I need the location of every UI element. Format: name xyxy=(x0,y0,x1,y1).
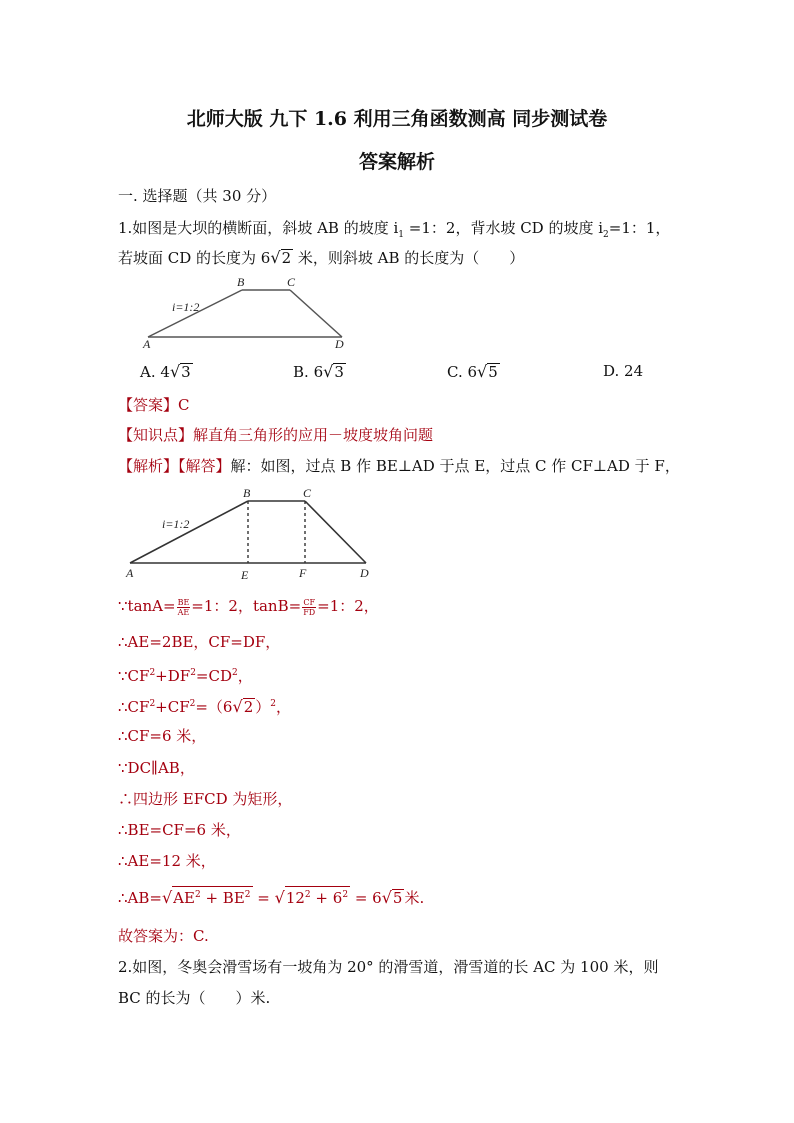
point-label-a: A xyxy=(143,337,151,350)
dam-cross-section-figure xyxy=(140,274,360,350)
analysis-line xyxy=(118,456,680,476)
q1-sub-1: 1 xyxy=(398,230,405,240)
step-3-text-d: ， xyxy=(237,667,253,685)
step-4-text-c: =（6 xyxy=(195,698,233,716)
fraction-be-ae xyxy=(177,598,191,617)
section-heading: 一. 选择题（共 30 分） xyxy=(118,187,277,205)
answer-line xyxy=(118,395,190,415)
option-b-radicand: 3 xyxy=(334,363,344,381)
point-label-b: B xyxy=(237,275,245,289)
exponent: 2 xyxy=(194,890,201,900)
question-2-line-2: BC 的长为（ ）米. xyxy=(118,989,271,1007)
point-label-c: C xyxy=(303,486,312,500)
option-a-letter: A. xyxy=(140,363,156,381)
sqrt-sign: √ xyxy=(270,248,281,267)
step-4-text-d: ） xyxy=(255,698,271,716)
option-b-coef: 6 xyxy=(313,363,324,381)
point-label-a: A xyxy=(126,566,134,580)
point-label-b: B xyxy=(243,486,251,500)
point-label-d: D xyxy=(360,566,369,580)
q1-radicand: 2 xyxy=(281,249,292,267)
step-3-text-c: =CD xyxy=(195,667,232,685)
q1-text-a: 1.如图是大坝的横断面，斜坡 AB 的坡度 i xyxy=(118,219,399,237)
analysis-label: 【解析】【解答】 xyxy=(118,457,231,475)
option-a-coef: 4 xyxy=(160,363,170,381)
question-1-line-2 xyxy=(118,248,524,268)
step-7: ∴四边形 EFCD 为矩形， xyxy=(118,790,293,808)
q1-text-b: =1：2，背水坡 CD 的坡度 i xyxy=(404,219,604,237)
knowledge-label: 【知识点】 xyxy=(118,426,194,444)
option-d xyxy=(603,362,643,380)
q1-text-c: =1：1， xyxy=(608,219,671,237)
slope-cd xyxy=(305,501,366,563)
step-4-text-e: ， xyxy=(275,698,291,716)
step-8: ∴BE=CF=6 米， xyxy=(118,821,241,839)
exponent: 2 xyxy=(342,890,349,900)
slope-ab xyxy=(130,501,248,563)
sqrt-sign: √ xyxy=(161,888,173,907)
q1-sub-2: 2 xyxy=(603,230,609,240)
fraction-numerator: BE xyxy=(177,597,190,607)
document-subtitle: 答案解析 xyxy=(358,151,435,173)
question-2-line-1: 2.如图，冬奥会滑雪场有一坡角为 20° 的滑雪道，滑雪道的长 AC 为 100 米，则 xyxy=(118,958,659,976)
step-10 xyxy=(118,886,424,908)
term: + BE xyxy=(200,889,245,907)
step-4-text-a: ∴CF xyxy=(118,698,150,716)
slope-label: i=1:2 xyxy=(172,300,200,314)
sqrt-sign: √ xyxy=(274,888,285,907)
step-1-text-c: =1：2， xyxy=(317,597,379,615)
step-4-text-b: +CF xyxy=(155,698,190,716)
sqrt-sign: √ xyxy=(169,362,181,381)
knowledge-line xyxy=(118,425,433,445)
point-label-c: C xyxy=(287,275,296,289)
question-1-line-1 xyxy=(118,218,670,245)
step-3-text-b: +DF xyxy=(155,667,191,685)
option-a-radicand: 3 xyxy=(181,363,191,381)
option-c-coef: 6 xyxy=(467,363,478,381)
solution-figure xyxy=(122,484,378,582)
radicand-5: 5 xyxy=(392,889,403,907)
step-9: ∴AE=12 米， xyxy=(118,852,216,870)
option-d-letter: D. xyxy=(603,362,620,380)
step-5: ∴CF=6 米， xyxy=(118,727,207,745)
step-4 xyxy=(118,694,291,717)
step-4-radicand: 2 xyxy=(243,698,254,716)
radicand-ae-be xyxy=(172,886,252,906)
option-b-letter: B. xyxy=(293,363,309,381)
sqrt-sign: √ xyxy=(477,362,488,381)
exponent: 2 xyxy=(232,668,238,678)
exponent: 2 xyxy=(149,668,156,678)
fraction-denominator: FD xyxy=(303,607,316,617)
point-label-e: E xyxy=(241,568,249,582)
step-6: ∵DC∥AB， xyxy=(118,759,195,777)
step-1-text-b: =1：2，tanB= xyxy=(191,597,302,615)
option-d-value: 24 xyxy=(624,362,644,380)
step-1 xyxy=(118,596,379,617)
option-a xyxy=(140,362,193,381)
sqrt-sign: √ xyxy=(323,362,334,381)
document-title: 北师大版 九下 1.6 利用三角函数测高 同步测试卷 xyxy=(186,108,608,130)
option-c-radicand: 5 xyxy=(488,363,498,381)
step-3-text-a: ∵CF xyxy=(118,667,150,685)
option-c-letter: C. xyxy=(447,363,463,381)
answer-value: C xyxy=(178,396,190,414)
option-b xyxy=(293,362,346,381)
slope-cd xyxy=(290,290,342,337)
fraction-denominator: AE xyxy=(177,607,190,617)
step-10-text-a: ∴AB= xyxy=(118,889,162,907)
exponent: 2 xyxy=(244,890,251,900)
point-label-f: F xyxy=(299,566,307,580)
step-10-text-b: 米. xyxy=(404,889,425,907)
knowledge-value: 解直角三角形的应用－坡度坡角问题 xyxy=(193,426,434,444)
step-2: ∴AE=2BE，CF=DF， xyxy=(118,633,281,651)
q1-text-e: 米，则斜坡 AB 的长度为（ ） xyxy=(293,249,525,267)
term: AE xyxy=(173,889,195,907)
equals: = xyxy=(252,889,275,907)
analysis-text: 解：如图，过点 B 作 BE⊥AD 于点 E，过点 C 作 CF⊥AD 于 F， xyxy=(230,457,680,475)
point-label-d: D xyxy=(335,337,344,350)
term: 12 xyxy=(285,889,305,907)
exponent: 2 xyxy=(189,699,196,709)
equals: = 6 xyxy=(350,889,382,907)
term: + 6 xyxy=(310,889,343,907)
step-3 xyxy=(118,663,253,686)
fraction-cf-fd xyxy=(302,598,316,617)
slope-label: i=1:2 xyxy=(162,517,190,531)
fraction-numerator: CF xyxy=(303,597,315,607)
q1-text-d: 若坡面 CD 的长度为 6 xyxy=(118,249,271,267)
exponent: 2 xyxy=(190,668,196,678)
radicand-12-6 xyxy=(285,886,350,906)
conclusion: 故答案为：C. xyxy=(118,927,209,945)
exponent: 2 xyxy=(270,699,276,709)
exponent: 2 xyxy=(149,699,156,709)
exponent: 2 xyxy=(304,890,311,900)
sqrt-sign: √ xyxy=(232,697,243,716)
answer-label: 【答案】 xyxy=(118,396,179,414)
option-c xyxy=(447,362,500,381)
step-1-text-a: ∵tanA= xyxy=(118,597,176,615)
sqrt-sign: √ xyxy=(381,888,392,907)
